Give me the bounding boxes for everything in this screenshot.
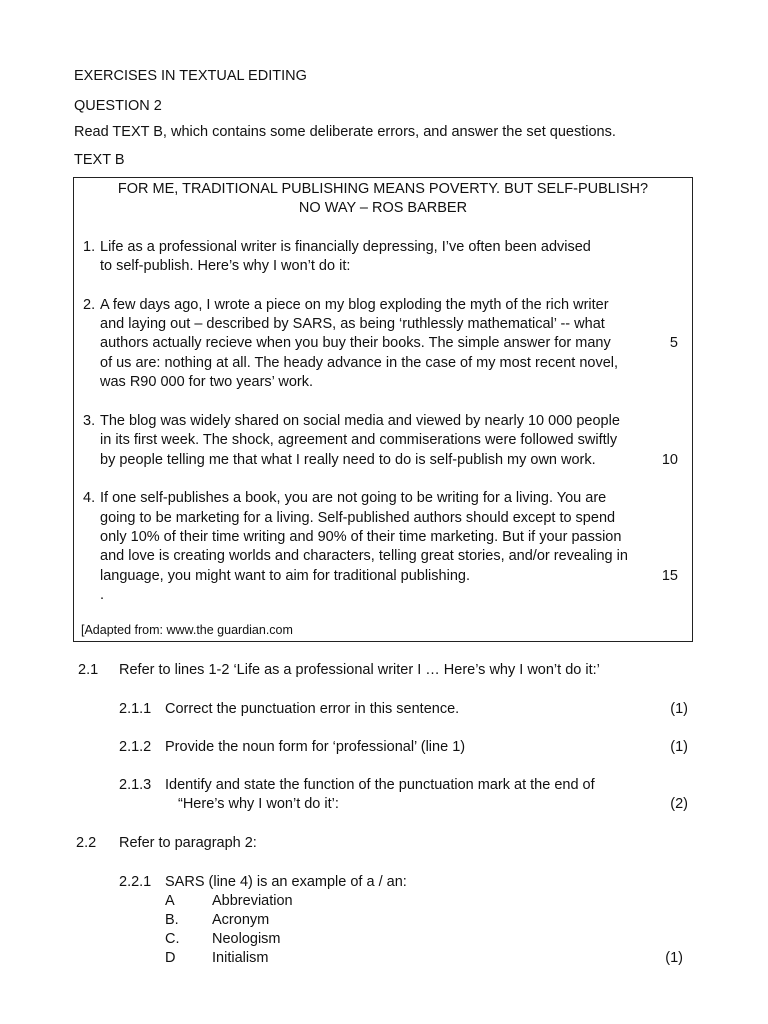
option-letter: B.: [165, 912, 179, 928]
question-heading: QUESTION 2: [74, 98, 162, 114]
question-number: 2.1.1: [119, 701, 152, 717]
text-b-box: [73, 177, 693, 642]
article-title-line1: FOR ME, TRADITIONAL PUBLISHING MEANS POVERTY. BUT SELF-PUBLISH?: [117, 181, 649, 197]
paragraph-line: The blog was widely shared on social media and viewed by nearly 10 000 people: [100, 413, 620, 429]
question-text: Refer to lines 1-2 ‘Life as a professional writer I … Here’s why I won’t do it:’: [119, 662, 600, 678]
mark-allocation: (1): [670, 739, 688, 755]
question-number: 2.1: [78, 662, 99, 678]
paragraph-number: 3.: [83, 413, 96, 429]
instruction-text: Read TEXT B, which contains some deliberate errors, and answer the set questions.: [74, 124, 616, 140]
mark-allocation: (1): [665, 950, 683, 966]
paragraph-line: .: [100, 587, 105, 603]
question-text: SARS (line 4) is an example of a / an:: [165, 874, 407, 890]
line-number: 10: [661, 452, 678, 468]
question-number: 2.1.3: [119, 777, 152, 793]
paragraph-line: going to be marketing for a living. Self-published authors should except to spend: [100, 510, 616, 526]
question-text: Identify and state the function of the punctuation mark at the end of: [165, 777, 595, 793]
text-label: TEXT B: [74, 152, 125, 168]
option-text: Abbreviation: [212, 893, 293, 909]
paragraph-number: 4.: [83, 490, 96, 506]
paragraph-line: A few days ago, I wrote a piece on my blog exploding the myth of the rich writer: [100, 297, 609, 313]
paragraph-line: to self-publish. Here’s why I won’t do it:: [100, 258, 351, 274]
question-text: Correct the punctuation error in this sentence.: [165, 701, 460, 717]
mark-allocation: (2): [670, 796, 688, 812]
question-number: 2.2.1: [119, 874, 152, 890]
question-text: Provide the noun form for ‘professional’ (line 1): [165, 739, 466, 755]
paragraph-line: of us are: nothing at all. The heady advance in the case of my most recent novel,: [100, 355, 619, 371]
paragraph-line: was R90 000 for two years’ work.: [100, 374, 314, 390]
option-text: Acronym: [212, 912, 270, 928]
paragraph-line: language, you might want to aim for traditional publishing.: [100, 568, 470, 584]
question-text-continued: “Here’s why I won’t do it’:: [178, 796, 339, 812]
paragraph-line: If one self-publishes a book, you are not going to be writing for a living. You are: [100, 490, 607, 506]
line-number: 5: [669, 335, 678, 351]
paragraph-line: only 10% of their time writing and 90% of their time marketing. But if your passion: [100, 529, 622, 545]
paragraph-line: in its first week. The shock, agreement and commiserations were followed swiftly: [100, 432, 618, 448]
question-text: Refer to paragraph 2:: [119, 835, 257, 851]
paragraph-line: authors actually recieve when you buy their books. The simple answer for many: [100, 335, 611, 351]
paragraph-line: and laying out – described by SARS, as being ‘ruthlessly mathematical’ -- what: [100, 316, 605, 332]
option-text: Neologism: [212, 931, 281, 947]
article-title-line2: NO WAY – ROS BARBER: [298, 200, 468, 216]
question-number: 2.2: [76, 835, 97, 851]
mark-allocation: (1): [670, 701, 688, 717]
line-number: 15: [661, 568, 678, 584]
paragraph-line: by people telling me that what I really need to do is self-publish my own work.: [100, 452, 596, 468]
question-number: 2.1.2: [119, 739, 152, 755]
source-citation: [Adapted from: www.the guardian.com: [81, 623, 293, 637]
option-letter: A: [165, 893, 175, 909]
document-title: EXERCISES IN TEXTUAL EDITING: [74, 68, 307, 84]
paragraph-line: Life as a professional writer is financially depressing, I’ve often been advised: [100, 239, 591, 255]
option-text: Initialism: [212, 950, 269, 966]
paragraph-line: and love is creating worlds and characters, telling great stories, and/or revealing in: [100, 548, 628, 564]
paragraph-number: 2.: [83, 297, 96, 313]
paragraph-number: 1.: [83, 239, 96, 255]
option-letter: D: [165, 950, 176, 966]
option-letter: C.: [165, 931, 180, 947]
